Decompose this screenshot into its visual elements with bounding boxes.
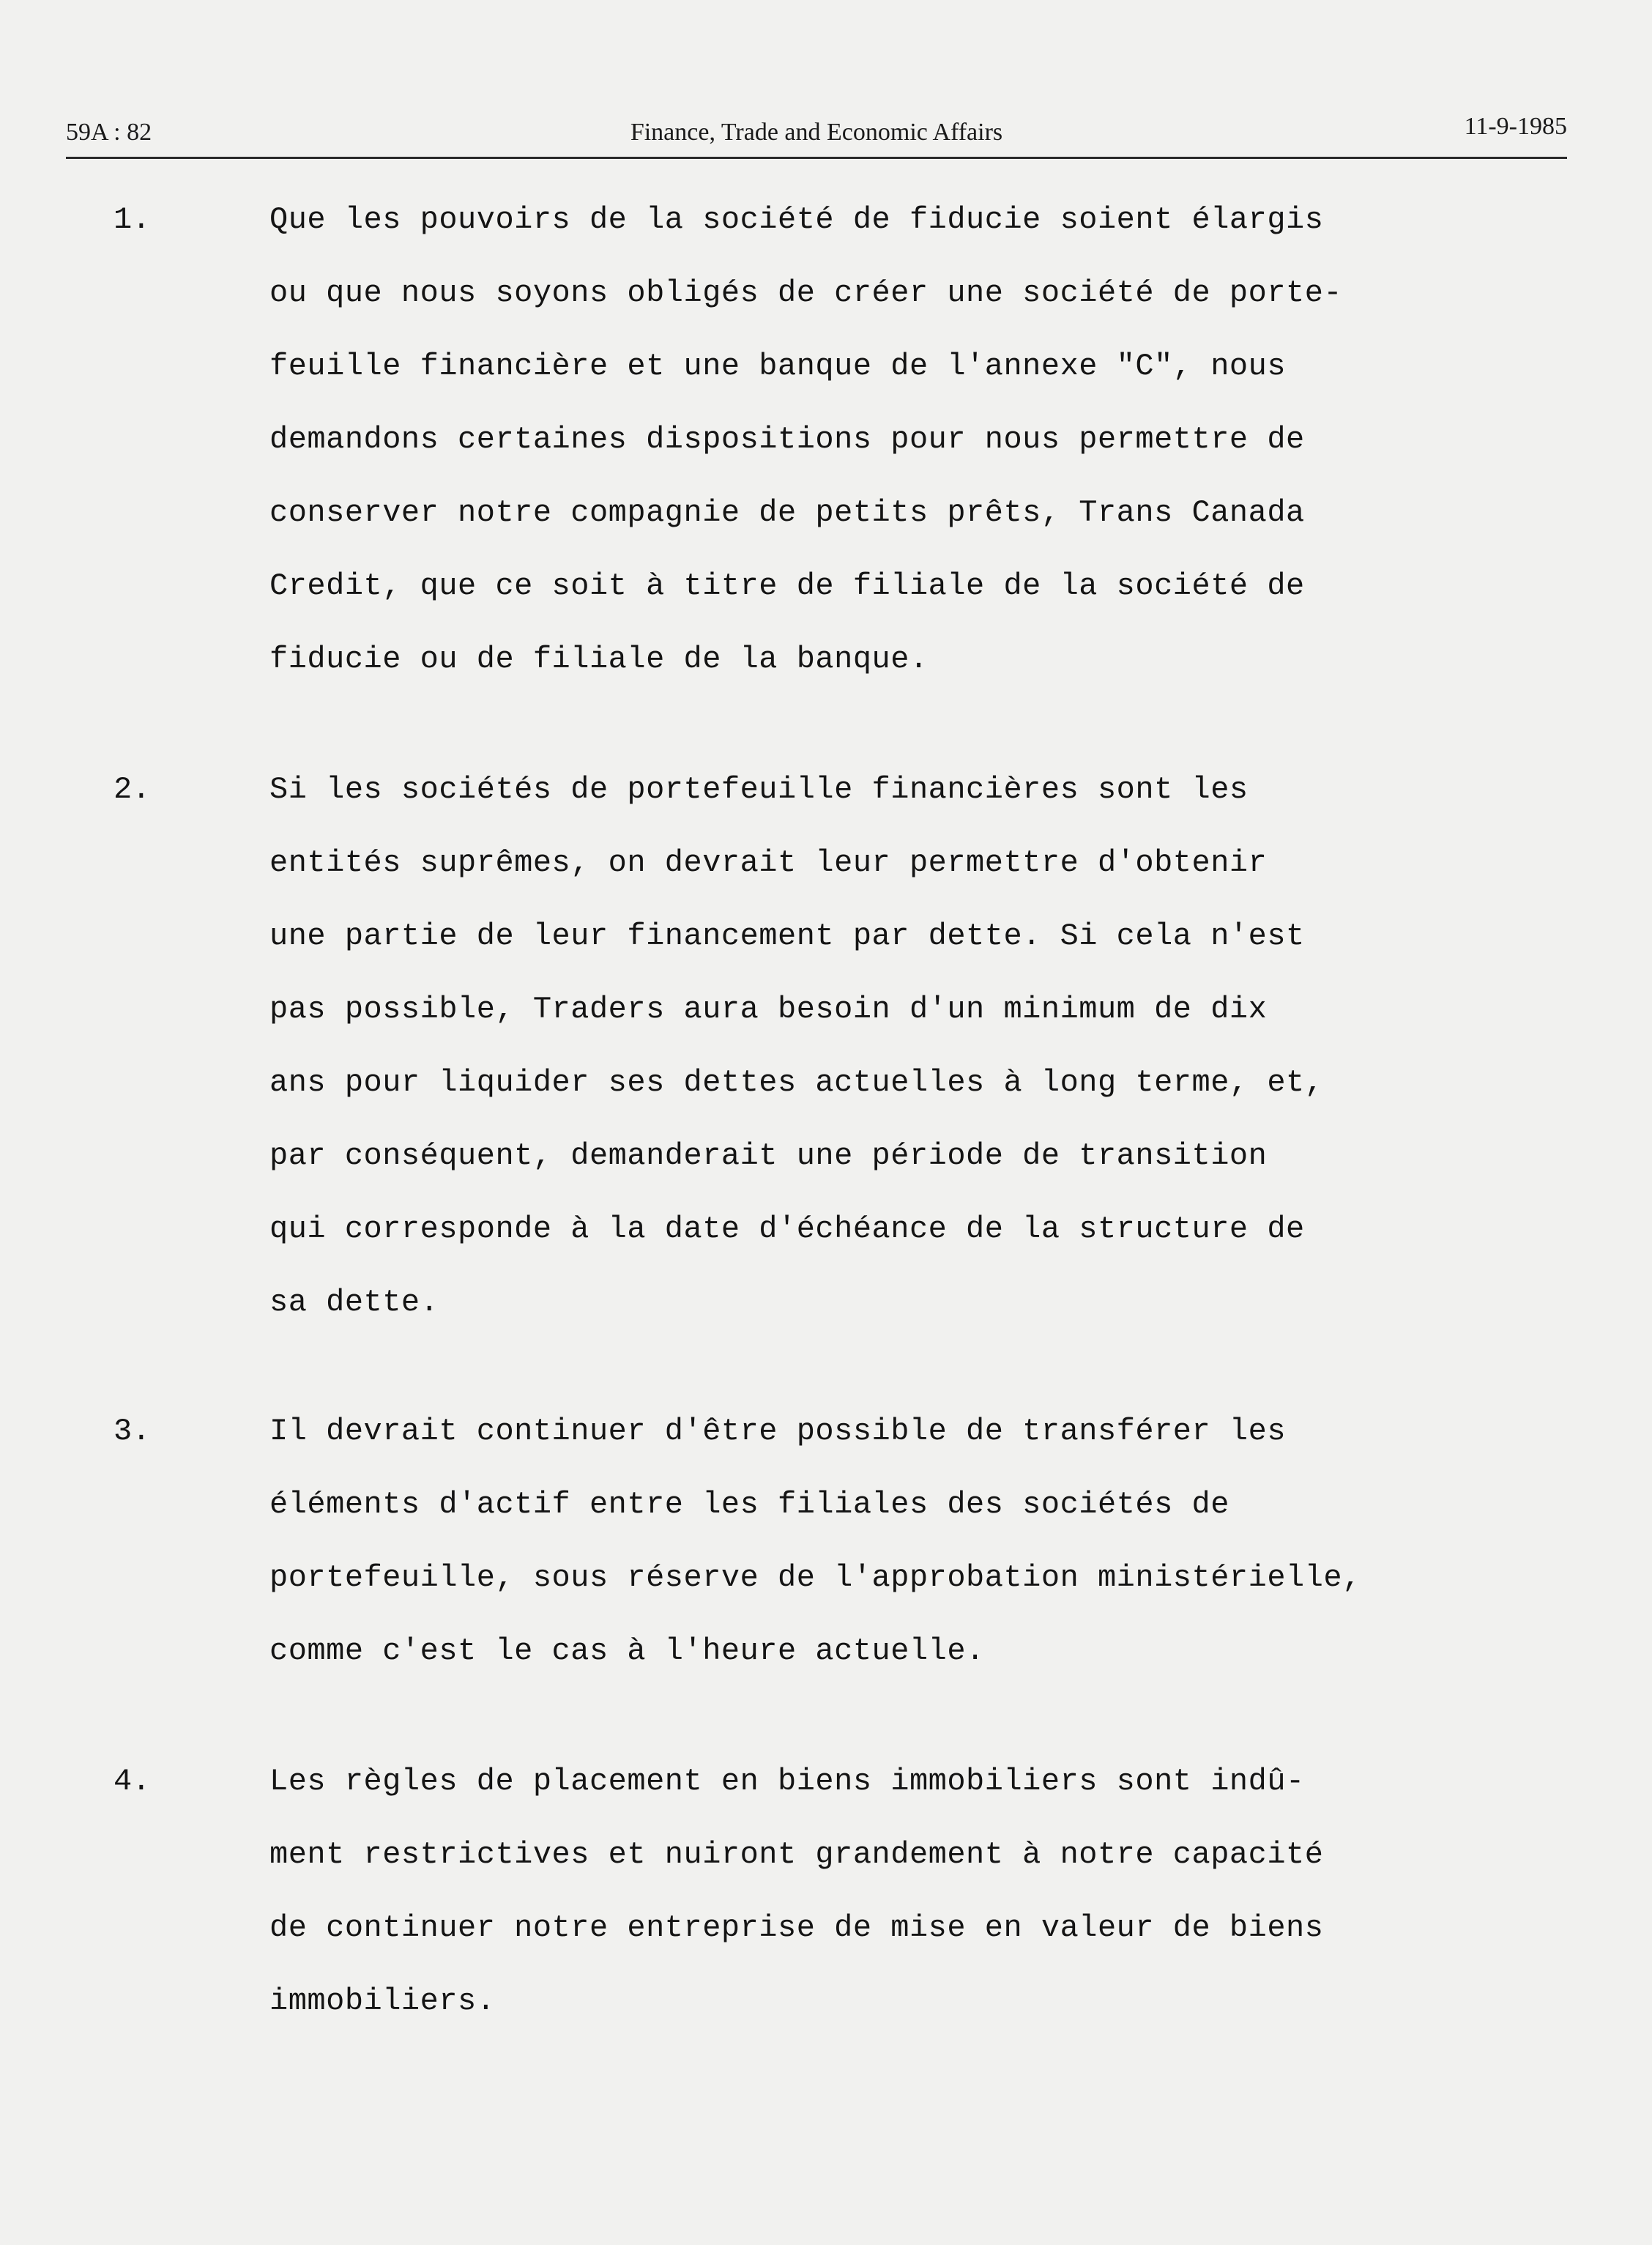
- item-text-line: comme c'est le cas à l'heure actuelle.: [269, 1633, 985, 1669]
- item-number: 2.: [114, 772, 151, 807]
- item-text-line: Que les pouvoirs de la société de fiducie soient élargis: [269, 202, 1324, 237]
- item-text-line: sa dette.: [269, 1285, 439, 1320]
- item-text-line: conserver notre compagnie de petits prêts, Trans Canada: [269, 495, 1305, 530]
- item-text-line: une partie de leur financement par dette. Si cela n'est: [269, 919, 1305, 954]
- page-reference: 59A : 82: [66, 119, 152, 146]
- item-number: 4.: [114, 1764, 151, 1799]
- item-text-line: ou que nous soyons obligés de créer une société de porte-: [269, 275, 1343, 311]
- item-text-line: éléments d'actif entre les filiales des sociétés de: [269, 1487, 1229, 1522]
- item-text-line: ment restrictives et nuiront grandement à notre capacité: [269, 1837, 1324, 1872]
- item-text-line: entités suprêmes, on devrait leur permettre d'obtenir: [269, 845, 1268, 880]
- item-text-line: pas possible, Traders aura besoin d'un minimum de dix: [269, 992, 1268, 1027]
- running-title: Finance, Trade and Economic Affairs: [630, 119, 1003, 146]
- item-text-line: portefeuille, sous réserve de l'approbation ministérielle,: [269, 1560, 1361, 1595]
- item-text-line: de continuer notre entreprise de mise en valeur de biens: [269, 1910, 1324, 1945]
- item-number: 3.: [114, 1414, 151, 1449]
- item-number: 1.: [114, 202, 151, 237]
- item-text-line: par conséquent, demanderait une période de transition: [269, 1138, 1268, 1173]
- page-header: [66, 110, 1567, 159]
- item-text-line: ans pour liquider ses dettes actuelles à long terme, et,: [269, 1065, 1324, 1100]
- item-text-line: fiducie ou de filiale de la banque.: [269, 642, 929, 677]
- item-text-line: Les règles de placement en biens immobiliers sont indû-: [269, 1764, 1305, 1799]
- item-text-line: Credit, que ce soit à titre de filiale de la société de: [269, 568, 1305, 604]
- item-text-line: demandons certaines dispositions pour nous permettre de: [269, 422, 1305, 457]
- item-text-line: Il devrait continuer d'être possible de transférer les: [269, 1414, 1287, 1449]
- item-text-line: qui corresponde à la date d'échéance de la structure de: [269, 1211, 1305, 1247]
- header-date: 11-9-1985: [1464, 113, 1567, 140]
- item-text-line: feuille financière et une banque de l'annexe "C", nous: [269, 349, 1287, 384]
- item-text-line: immobiliers.: [269, 1984, 496, 2019]
- item-text-line: Si les sociétés de portefeuille financières sont les: [269, 772, 1249, 807]
